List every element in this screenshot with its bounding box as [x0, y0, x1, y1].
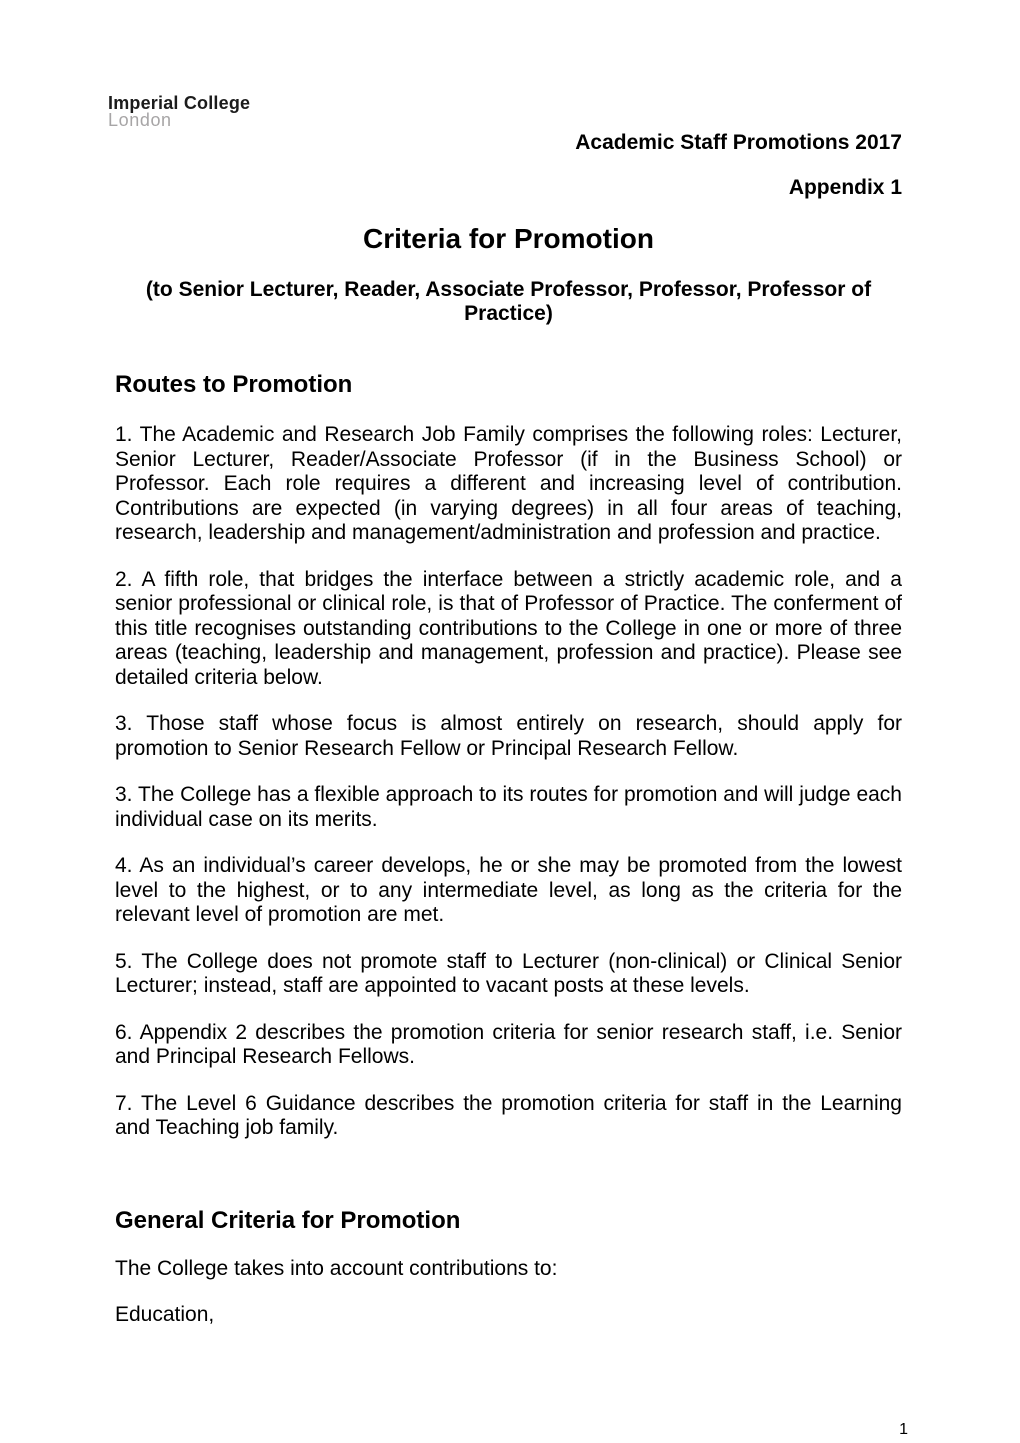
document-title: Criteria for Promotion — [363, 223, 654, 254]
page-number: 1 — [899, 1421, 908, 1438]
routes-paragraph-8: 7. The Level 6 Guidance describes the promotion criteria for staff in the Learning and Teaching job family. — [115, 1091, 902, 1139]
routes-paragraph-1: 1. The Academic and Research Job Family comprises the following roles: Lecturer, Senior Lecturer, Reader/Associate Professor (if in the Business School) or Professor. Each role requires a different and increasing level of contribution. Contributions are expected (in varying degrees) in all four areas of teaching, research, leadership and management/administration and profession and practice. — [115, 423, 902, 544]
header-promotions-title: Academic Staff Promotions 2017 — [575, 131, 902, 154]
logo-secondary-text: London — [108, 110, 172, 130]
general-paragraph-1: The College takes into account contributions to: — [115, 1256, 558, 1280]
header-appendix-label: Appendix 1 — [788, 176, 902, 199]
document-content — [108, 93, 902, 1328]
routes-paragraph-5: 4. As an individual’s career develops, he or she may be promoted from the lowest level to the highest, or to any intermediate level, as long as the criteria for the relevant level of promotion are met. — [115, 854, 902, 926]
routes-paragraph-2: 2. A fifth role, that bridges the interface between a strictly academic role, and a senior professional or clinical role, is that of Professor of Practice. The conferment of this title recognises outstanding contributions to the College in one or more of three areas (teaching, leadership and management, profession and practice). Please see detailed criteria below. — [115, 567, 902, 689]
imperial-college-logo — [108, 95, 902, 129]
document-subtitle: (to Senior Lecturer, Reader, Associate Professor, Professor, Professor of Practice) — [145, 278, 872, 325]
routes-paragraph-7: 6. Appendix 2 describes the promotion criteria for senior research staff, i.e. Senior and Principal Research Fellows. — [115, 1020, 902, 1068]
section-heading-general-criteria: General Criteria for Promotion — [115, 1206, 461, 1234]
general-paragraph-2: Education, — [115, 1303, 215, 1326]
logo-primary-text: Imperial College — [108, 93, 251, 113]
routes-paragraph-3: 3. Those staff whose focus is almost entirely on research, should apply for promotion to Senior Research Fellow or Principal Research Fellow. — [115, 712, 902, 760]
routes-paragraph-6: 5. The College does not promote staff to Lecturer (non-clinical) or Clinical Senior Lecturer; instead, staff are appointed to vacant posts at these levels. — [115, 949, 902, 997]
section-heading-routes-to-promotion: Routes to Promotion — [115, 371, 353, 398]
routes-paragraph-4: 3. The College has a flexible approach to its routes for promotion and will judge each individual case on its merits. — [115, 783, 902, 831]
